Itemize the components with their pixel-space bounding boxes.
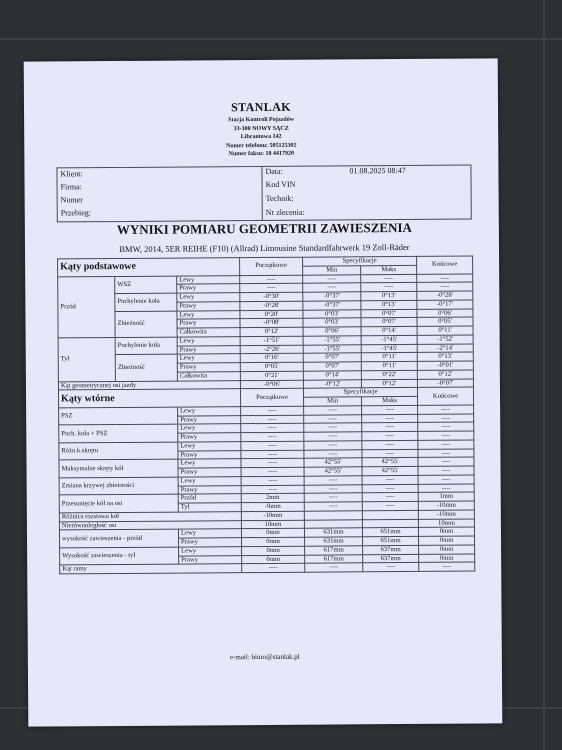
value-cell: 0°16' [240, 353, 303, 362]
client-info-box [56, 165, 471, 223]
company-header [24, 98, 498, 160]
side-label: Lewy [178, 529, 241, 538]
table-row [60, 562, 475, 574]
value-cell: ---- [304, 484, 362, 493]
col-min: Min [303, 266, 361, 275]
value-cell: -9mm [241, 502, 304, 511]
side-label: Lewy [179, 546, 242, 555]
vehicle-description: BMW, 2014, 5ER REIHE (F10) (Allrad) Limousine Standardfahrwerk 19 Zoll-Räder [119, 241, 410, 254]
side-label: Całkowita [177, 371, 240, 380]
value-cell: 0mm [419, 545, 475, 554]
value-cell: ---- [304, 502, 362, 511]
value-cell: -1°51' [240, 336, 303, 345]
value-cell: ---- [419, 562, 475, 571]
value-cell: -0°08' [240, 318, 303, 327]
value-cell: ---- [304, 476, 362, 485]
value-cell: -0°37' [303, 292, 361, 301]
data-label: Data: [265, 166, 283, 176]
side-label: Całkowita [177, 328, 240, 337]
col-min: Min [304, 397, 362, 406]
kat-geometrycznej-label: Kąt geometrycznej osi jazdy [58, 380, 240, 390]
value-cell: ---- [304, 441, 362, 450]
value-cell: 10mm [418, 519, 474, 528]
value-cell [362, 519, 418, 528]
value-cell: 0°07' [361, 318, 417, 327]
value-cell: -0°28' [417, 291, 473, 300]
value-cell: ---- [304, 423, 362, 432]
value-cell [304, 519, 362, 528]
value-cell: -1°45' [361, 335, 417, 344]
value-cell: ---- [362, 440, 418, 449]
value-cell: -1°52' [417, 335, 473, 344]
report-sheet [24, 58, 503, 726]
value-cell: -0°06' [240, 380, 303, 389]
value-cell: ---- [242, 563, 305, 572]
group-label: Poch. koła + PSZ [59, 424, 178, 442]
value-cell: 0°14' [303, 371, 361, 380]
value-cell: ---- [362, 475, 418, 484]
value-cell: -0°12' [303, 379, 361, 388]
side-label: Lewy [178, 406, 241, 415]
side-label: Prawy [177, 345, 240, 354]
value-cell: 0°12' [417, 370, 473, 379]
value-cell: 42°55' [304, 467, 362, 476]
side-label: Lewy [177, 336, 240, 345]
axle-przod: Przód [58, 276, 115, 338]
value-cell: ---- [418, 466, 474, 475]
value-cell: 1mm [418, 492, 474, 501]
value-cell: 42°55' [304, 458, 362, 467]
firma-label: Firma: [60, 182, 82, 192]
group-label: Pochylenie koła [115, 337, 177, 355]
value-cell: 651mm [363, 536, 419, 545]
data-value: 01.08.2025 08:47 [349, 165, 406, 176]
value-cell: 0°07' [361, 309, 417, 318]
side-label: Lewy [178, 441, 241, 450]
group-label: Różnica rozstawu kół [59, 511, 241, 521]
value-cell: 0°12' [361, 379, 417, 388]
header-line: 33-300 NOWY SĄCZ [233, 125, 289, 132]
value-cell: ---- [241, 441, 304, 450]
value-cell: ---- [418, 484, 474, 493]
value-cell: ---- [418, 475, 474, 484]
value-cell: 0°13' [417, 352, 473, 361]
value-cell: 0°13' [361, 291, 417, 300]
side-label: Prawy [178, 415, 241, 424]
value-cell: ---- [304, 414, 362, 423]
value-cell: ---- [418, 414, 474, 423]
side-label: Prawy [178, 450, 241, 459]
value-cell: ---- [241, 458, 304, 467]
value-cell: ---- [304, 406, 362, 415]
value-cell: ---- [418, 431, 474, 440]
col-poczatkowe: Początkowe [240, 257, 303, 275]
group-label: Zbieżność [115, 311, 177, 338]
value-cell: ---- [241, 467, 304, 476]
value-cell: 0°07' [303, 362, 361, 371]
value-cell: 0°11' [417, 326, 473, 335]
group-label: Przesunięcie kół na osi [59, 494, 178, 512]
side-label: Prawy [178, 433, 241, 442]
group-label: Nierównoległość osi [59, 520, 241, 530]
measurement-table [57, 256, 475, 575]
value-cell: ---- [362, 449, 418, 458]
value-cell: -0°28' [240, 301, 303, 310]
value-cell: 0°06' [417, 309, 473, 318]
value-cell: -2°26' [240, 345, 303, 354]
header-line: Numer faksu: 18 4417920 [228, 150, 295, 158]
side-label: Lewy [177, 310, 240, 319]
section-title: Kąty wtórne [58, 389, 240, 408]
przebieg-label: Przebieg: [60, 208, 91, 218]
value-cell: 10mm [241, 520, 304, 529]
value-cell: 0°11' [361, 361, 417, 370]
value-cell: ---- [304, 493, 362, 502]
value-cell: -10mm [418, 510, 474, 519]
value-cell: 0°07' [303, 353, 361, 362]
col-koncowe: Końcowe [418, 387, 474, 405]
value-cell: ---- [362, 423, 418, 432]
side-label: Lewy [177, 275, 240, 284]
value-cell: 631mm [305, 537, 363, 546]
value-cell: -10mm [241, 511, 304, 520]
klient-label: Klient: [60, 169, 83, 179]
value-cell: ---- [303, 283, 361, 292]
value-cell: 0mm [419, 554, 475, 563]
value-cell: -1°55' [303, 336, 361, 345]
group-label: Wysokość zawieszenia - tył [60, 547, 179, 565]
side-label: Prawy [177, 301, 240, 310]
side-label: Prawy [178, 485, 241, 494]
value-cell: 0°11' [361, 353, 417, 362]
value-cell: ---- [362, 405, 418, 414]
company-name: STANLAK [230, 99, 292, 115]
value-cell: ---- [241, 450, 304, 459]
value-cell: -0°01' [417, 361, 473, 370]
value-cell: 2mm [241, 493, 304, 502]
value-cell: 0mm [242, 546, 305, 555]
group-label: Pochylenie koła [115, 293, 177, 311]
floor-seam [0, 38, 562, 40]
value-cell: ---- [362, 484, 418, 493]
value-cell: ---- [418, 449, 474, 458]
value-cell: ---- [240, 275, 303, 284]
side-label: Lewy [177, 354, 240, 363]
value-cell: ---- [361, 283, 417, 292]
value-cell [362, 510, 418, 519]
value-cell: 0°05' [417, 317, 473, 326]
header-line: Numer telefonu: 505125302 [225, 142, 297, 149]
value-cell: ---- [305, 563, 363, 572]
side-label: Prawy [177, 319, 240, 328]
value-cell: 0°12' [240, 327, 303, 336]
value-cell: -10mm [418, 501, 474, 510]
value-cell: 0°05' [240, 362, 303, 371]
value-cell: 631mm [304, 528, 362, 537]
value-cell: -1°55' [303, 344, 361, 353]
nr-zlecenia-label: Nr zlecenia: [265, 207, 305, 217]
info-divider [261, 167, 262, 220]
side-label: Lewy [177, 293, 240, 302]
side-label: Lewy [178, 424, 241, 433]
header-line: Stacja Kontroli Pojazdów [228, 116, 295, 124]
kat-ramy-label: Kąt ramy [60, 564, 242, 574]
value-cell: ---- [361, 274, 417, 283]
value-cell: 42°55' [362, 458, 418, 467]
side-label: Prawy [177, 363, 240, 372]
value-cell: 637mm [363, 554, 419, 563]
value-cell: ---- [304, 449, 362, 458]
side-label: Lewy [178, 476, 241, 485]
value-cell: ---- [240, 283, 303, 292]
col-poczatkowe: Początkowe [241, 388, 304, 406]
side-label: Tył [178, 503, 241, 512]
section-title: Kąty podstawowe [58, 258, 240, 277]
value-cell: -2°14' [417, 344, 473, 353]
value-cell: 0mm [419, 536, 475, 545]
header-line: Librantowa 142 [240, 133, 282, 141]
value-cell: ---- [363, 563, 419, 572]
technik-label: Technik: [265, 193, 294, 203]
group-label: Zmiana krzywej zbieżności [59, 477, 178, 495]
axle-tyl: Tył [58, 337, 115, 381]
value-cell: 0°21' [240, 371, 303, 380]
value-cell: 0°06' [303, 327, 361, 336]
value-cell: 0°13' [361, 300, 417, 309]
value-cell: 0°03' [303, 318, 361, 327]
col-koncowe: Końcowe [417, 256, 473, 274]
side-label: Prawy [179, 555, 242, 564]
side-label: Lewy [178, 459, 241, 468]
value-cell: ---- [418, 405, 474, 414]
value-cell: ---- [362, 501, 418, 510]
value-cell: ---- [241, 485, 304, 494]
group-label: PSZ [59, 407, 178, 425]
value-cell: -0°17' [417, 300, 473, 309]
group-label: wysokość zawieszenia - przód [59, 529, 178, 547]
value-cell: 42°55' [362, 466, 418, 475]
footer-email: e-mail: biuro@stanlak.pl [229, 652, 300, 662]
col-maks: Maks [361, 265, 417, 274]
value-cell: -0°07' [417, 379, 473, 388]
value-cell: ---- [417, 274, 473, 283]
report-title: WYNIKI POMIARU GEOMETRII ZAWIESZENIA [116, 219, 412, 238]
value-cell: ---- [362, 414, 418, 423]
value-cell [304, 511, 362, 520]
value-cell: 617mm [305, 546, 363, 555]
value-cell: ---- [303, 274, 361, 283]
value-cell: 0°03' [303, 309, 361, 318]
value-cell: 0°22' [361, 370, 417, 379]
kod-vin-label: Kod VIN [265, 179, 296, 189]
col-specyfikacje: Specyfikacje [304, 388, 418, 398]
value-cell: -0°37' [303, 301, 361, 310]
value-cell: 617mm [305, 554, 363, 563]
value-cell: ---- [362, 431, 418, 440]
col-maks: Maks [362, 396, 418, 405]
value-cell: -0°30' [240, 292, 303, 301]
value-cell: 637mm [363, 545, 419, 554]
value-cell: -1°45' [361, 344, 417, 353]
value-cell: ---- [241, 476, 304, 485]
value-cell: 0°14' [361, 326, 417, 335]
value-cell: ---- [241, 415, 304, 424]
numer-label: Numer [60, 195, 83, 205]
value-cell: 651mm [362, 528, 418, 537]
value-cell: ---- [362, 493, 418, 502]
side-label: Przód [178, 494, 241, 503]
value-cell: 0mm [242, 555, 305, 564]
value-cell: ---- [418, 440, 474, 449]
value-cell: ---- [417, 282, 473, 291]
value-cell: 0mm [418, 527, 474, 536]
value-cell: 0°20' [240, 310, 303, 319]
value-cell: ---- [241, 423, 304, 432]
floor-seam [543, 0, 545, 750]
value-cell: ---- [241, 406, 304, 415]
side-label: Prawy [179, 538, 242, 547]
value-cell: ---- [418, 457, 474, 466]
side-label: Prawy [177, 284, 240, 293]
value-cell: 0mm [242, 537, 305, 546]
group-label: Zbieżność [115, 354, 177, 381]
value-cell: ---- [418, 422, 474, 431]
group-label: WSZ [115, 276, 177, 294]
value-cell: ---- [241, 432, 304, 441]
side-label: Prawy [178, 468, 241, 477]
col-specyfikacje: Specyfikacje [303, 256, 417, 266]
value-cell: ---- [304, 432, 362, 441]
group-label: Maksymalne skręty kół [59, 459, 178, 477]
value-cell: 0mm [241, 528, 304, 537]
group-label: Różn.k.skrętu [59, 442, 178, 460]
